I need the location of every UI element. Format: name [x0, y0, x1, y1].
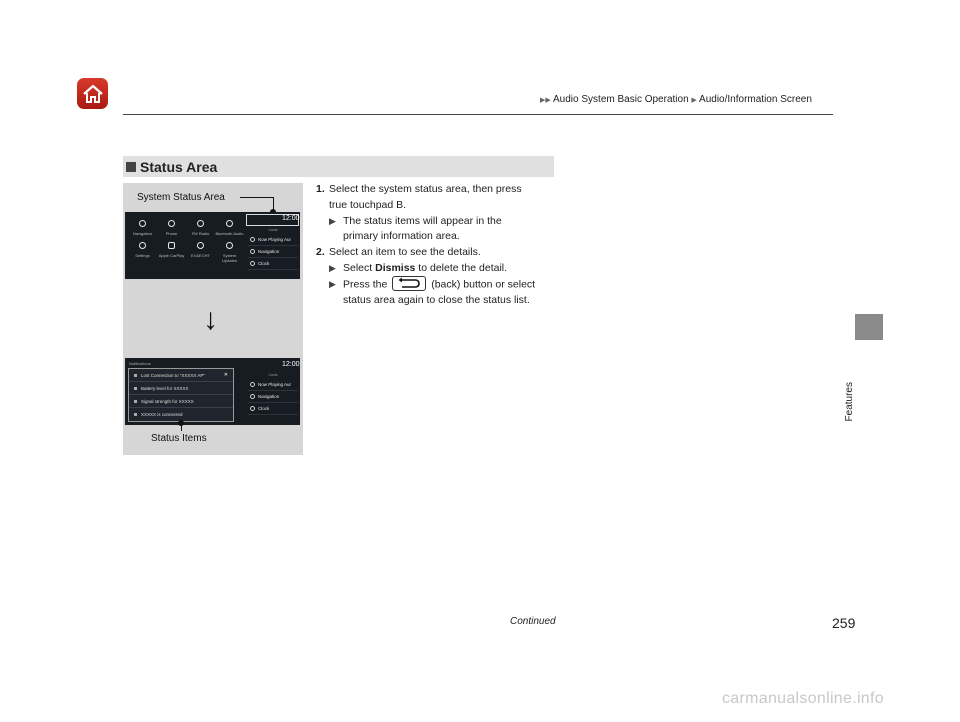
home-icon: [82, 84, 104, 104]
card-item[interactable]: Now Playing Aur: [248, 379, 298, 391]
step-1-detail: ▶ The status items will appear in the: [316, 214, 556, 230]
chapter-label: Features: [844, 382, 855, 422]
clock-icon: [250, 406, 255, 411]
music-icon: [250, 237, 255, 242]
navigation-icon: [250, 249, 255, 254]
clock: 12:00: [282, 361, 300, 368]
breadcrumb: [540, 94, 812, 105]
square-bullet-icon: [126, 162, 136, 172]
battery-icon: [134, 387, 137, 390]
arrow-bullet-icon: ▶: [329, 215, 336, 226]
app-tile[interactable]: EV&ECHT: [186, 242, 215, 263]
card-item[interactable]: Clock: [248, 403, 298, 415]
chevron-right-icon: ▶: [691, 97, 697, 104]
app-tile[interactable]: FM Radio: [186, 220, 215, 236]
breadcrumb-item[interactable]: Audio/Information Screen: [699, 94, 812, 105]
radio-icon: [197, 220, 204, 227]
bluetooth-icon: [226, 220, 233, 227]
card-item[interactable]: Navigation: [248, 391, 298, 403]
callout-line: [240, 197, 274, 198]
home-screen: [125, 212, 300, 279]
notification-item[interactable]: Battery level for XXXXX: [129, 382, 233, 395]
app-tile[interactable]: Settings: [128, 242, 157, 263]
section-title: Status Area: [140, 158, 218, 175]
phone-icon: [168, 220, 175, 227]
illustration: [123, 183, 303, 455]
back-button-icon: [392, 276, 426, 291]
status-items-panel: [128, 368, 234, 422]
clock-icon: [250, 261, 255, 266]
notification-item[interactable]: Signal strength for XXXXX: [129, 395, 233, 408]
arrow-bullet-icon: ▶: [329, 278, 336, 289]
app-tile[interactable]: Navigation: [128, 220, 157, 236]
signal-icon: [134, 400, 137, 403]
page-number: 259: [832, 615, 856, 631]
chapter-tab[interactable]: [855, 314, 883, 340]
home-button[interactable]: [77, 78, 108, 109]
dismiss-button[interactable]: ✕: [223, 372, 228, 378]
ev-icon: [197, 242, 204, 249]
arrow-bullet-icon: ▶: [329, 262, 336, 273]
double-chevron-icon: ▶▶: [540, 97, 551, 104]
card-item[interactable]: Navigation: [248, 246, 298, 258]
app-tile[interactable]: System Updates: [215, 242, 244, 263]
step-2-detail-dismiss: ▶ Select Dismiss to delete the detail.: [316, 261, 556, 277]
app-tile[interactable]: Apple CarPlay: [157, 242, 186, 263]
breadcrumb-item[interactable]: Audio System Basic Operation: [553, 94, 689, 105]
clock: 12:00: [282, 215, 300, 222]
app-grid: [128, 220, 244, 263]
notification-item[interactable]: Lost Connection to "XXXXX AP" ✕: [129, 369, 233, 382]
card-list: Cards Now Playing Aur Navigation Clock: [248, 228, 298, 270]
watermark: carmanualsonline.info: [722, 690, 884, 707]
wifi-icon: [134, 374, 137, 377]
card-item[interactable]: Now Playing Aur: [248, 234, 298, 246]
update-icon: [226, 242, 233, 249]
section-header: [123, 156, 554, 177]
down-arrow-icon: ↓: [203, 303, 218, 336]
step-2: 2. Select an item to see the details.: [316, 246, 481, 259]
card-item[interactable]: Clock: [248, 258, 298, 270]
step-2-detail-back: ▶ Press the (back) button or select: [316, 277, 556, 293]
header-divider: [123, 114, 833, 115]
screen-title: Notifications: [129, 361, 151, 366]
app-tile[interactable]: Bluetooth Audio: [215, 220, 244, 236]
settings-icon: [139, 242, 146, 249]
music-icon: [250, 382, 255, 387]
system-status-area-label: System Status Area: [137, 192, 225, 203]
callout-line: [181, 423, 182, 431]
notification-item[interactable]: XXXXX is connected: [129, 408, 233, 421]
continued-label: Continued: [510, 616, 556, 627]
navigation-icon: [139, 220, 146, 227]
navigation-icon: [250, 394, 255, 399]
card-list: Cards Now Playing Aur Navigation Clock: [248, 373, 298, 415]
bluetooth-icon: [134, 413, 137, 416]
carplay-icon: [168, 242, 175, 249]
step-1: 1. Select the system status area, then press: [316, 183, 522, 195]
status-items-label: Status Items: [151, 433, 207, 444]
instruction-steps: 1. Select the system status area, then press true touchpad B. ▶ The status items will appear in the primary information area. 2. Select an item to see the details. ▶ Select Dismiss to delete the detail. ▶ Press the (back) button or select status area again to close the status list.: [316, 182, 556, 309]
app-tile[interactable]: Phone: [157, 220, 186, 236]
notification-screen: [125, 358, 300, 425]
